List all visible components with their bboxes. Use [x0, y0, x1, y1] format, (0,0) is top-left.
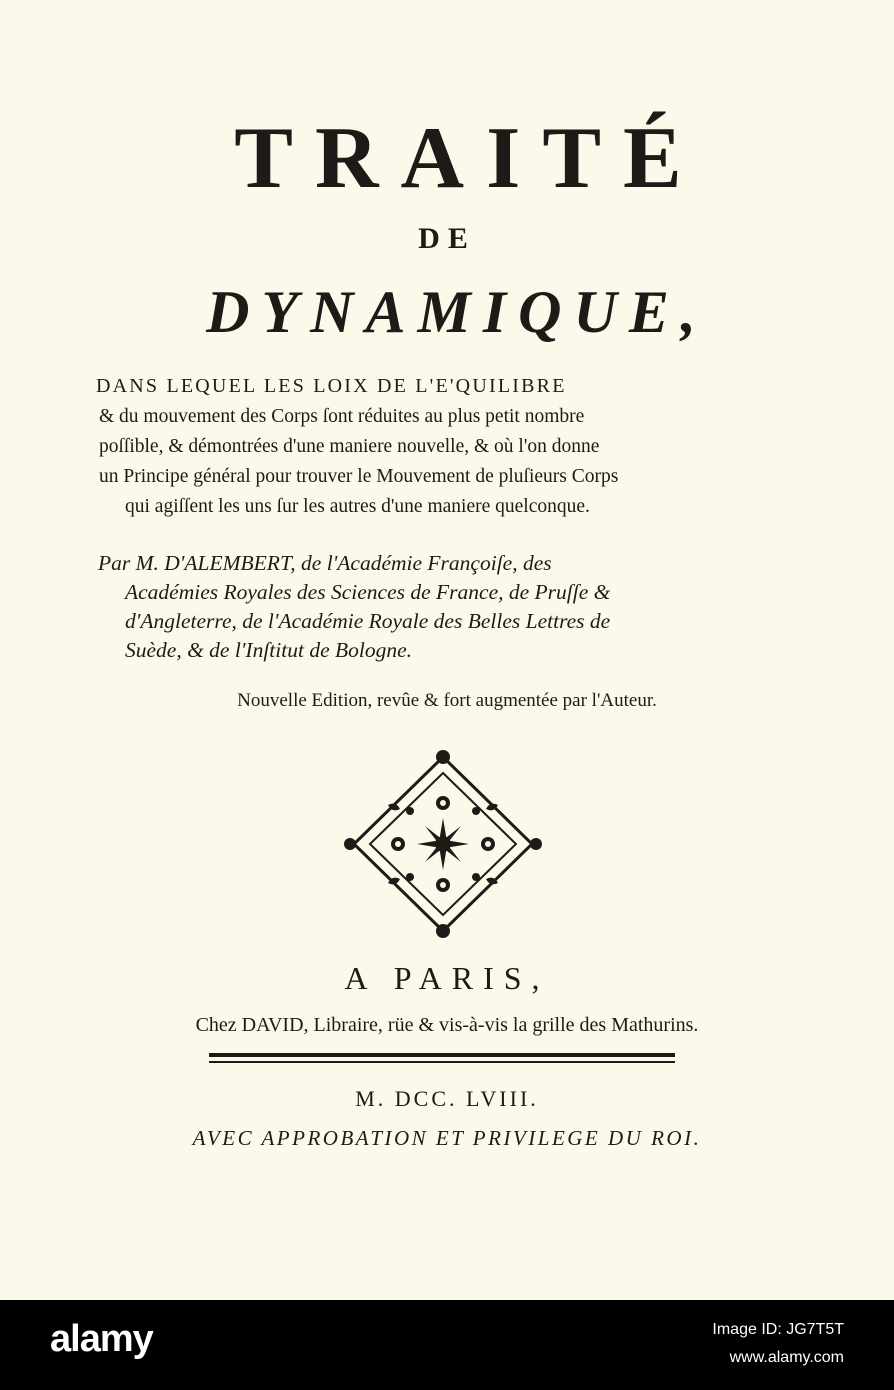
subtitle-line: qui agiſſent les uns ſur les autres d'une maniere quelconque.	[125, 496, 590, 517]
title-connector: DE	[418, 222, 476, 255]
subtitle-line: poſſible, & démontrées d'une maniere nouvelle, & où l'on donne	[99, 436, 600, 457]
author-line: Académies Royales des Sciences de France, de Pruſſe &	[125, 580, 611, 604]
book-subject: DYNAMIQUE,	[206, 279, 708, 345]
edition-note: Nouvelle Edition, revûe & fort augmentée par l'Auteur.	[237, 690, 657, 711]
footer-id-block	[712, 1316, 844, 1372]
book-title: TRAITÉ	[234, 110, 704, 207]
double-rule-top	[209, 1053, 675, 1057]
author-line: d'Angleterre, de l'Académie Royale des Belles Lettres de	[125, 609, 611, 633]
imprint-publisher: Chez DAVID, Libraire, rüe & vis-à-vis la grille des Mathurins.	[195, 1014, 699, 1036]
royal-privilege: AVEC APPROBATION ET PRIVILEGE DU ROI.	[192, 1126, 702, 1150]
site-url: www.alamy.com	[729, 1349, 844, 1366]
author-line: Suède, & de l'Inſtitut de Bologne.	[125, 638, 413, 662]
alamy-logo: alamy	[50, 1318, 153, 1360]
imprint-city: A PARIS,	[344, 960, 550, 996]
subtitle-line: un Principe général pour trouver le Mouvement de pluſieurs Corps	[99, 466, 619, 487]
double-rule-bottom	[209, 1061, 675, 1063]
imprint-date: M. DCC. LVIII.	[355, 1086, 539, 1111]
printers-ornament	[340, 745, 546, 943]
author-line: Par M. D'ALEMBERT, de l'Académie Françoiſe, des	[98, 551, 552, 575]
image-id: Image ID: JG7T5T	[712, 1321, 844, 1338]
subtitle-line: & du mouvement des Corps ſont réduites au plus petit nombre	[99, 406, 585, 427]
subtitle-line: DANS LEQUEL LES LOIX DE L'E'QUILIBRE	[96, 375, 567, 397]
stock-footer-bar	[0, 1300, 894, 1390]
